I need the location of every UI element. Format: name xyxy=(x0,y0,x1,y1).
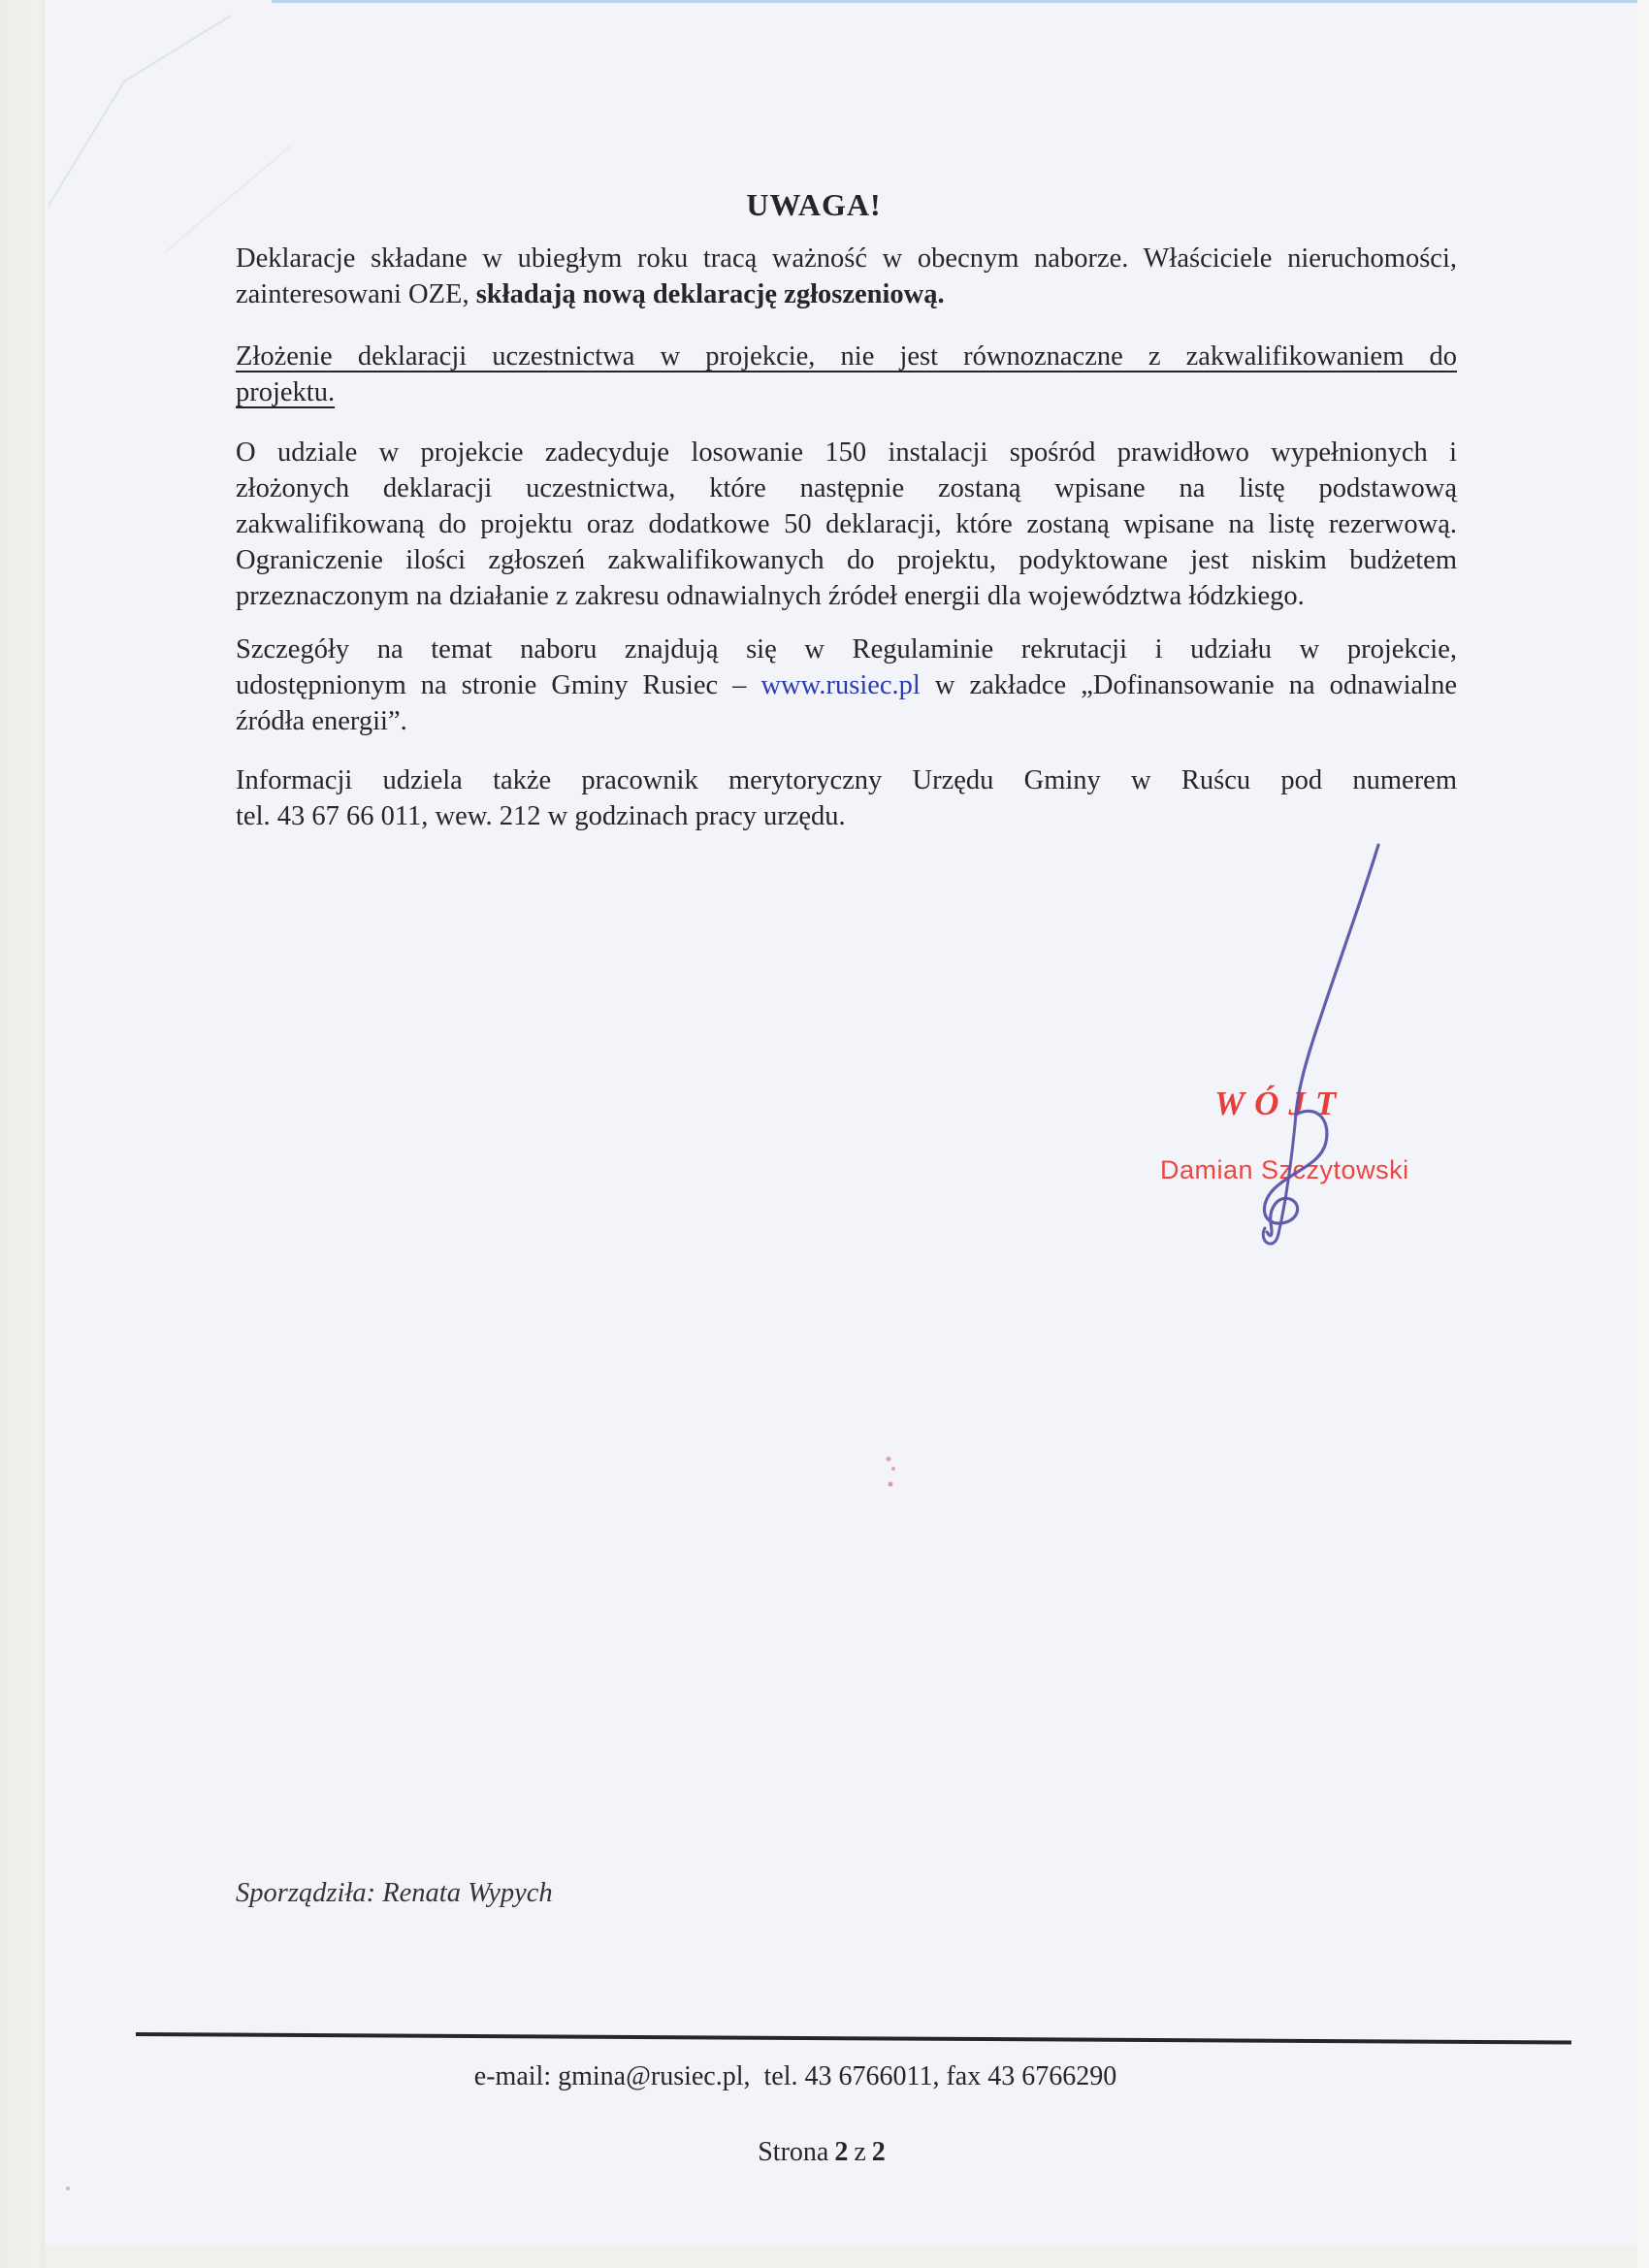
text-line xyxy=(236,470,1457,506)
paragraph-declarations xyxy=(236,241,1457,312)
text-line xyxy=(236,339,1457,374)
text-segment: Ograniczenie ilości zgłoszeń zakwalifikowanych do projektu, podyktowane jest niskim budżetem xyxy=(236,545,1457,575)
scan-top-edge xyxy=(272,0,1649,3)
text-line xyxy=(236,374,1457,410)
text-line xyxy=(236,506,1457,542)
prepared-by-note: Sporządziła: Renata Wypych xyxy=(236,1878,553,1908)
text-segment: Złożenie deklaracji uczestnictwa w projekcie, nie jest równoznaczne z zakwalifikowaniem do xyxy=(236,341,1457,372)
text-segment: Szczegóły na temat naboru znajdują się w Regulaminie rekrutacji i udziału w projekcie, xyxy=(236,634,1457,664)
text-line xyxy=(236,703,1457,739)
scanner-edge-strip xyxy=(0,0,45,2268)
text-line xyxy=(236,435,1457,470)
text-segment: O udziale w projekcie zadecyduje losowanie 150 instalacji spośród prawidłowo wypełnionych i xyxy=(236,437,1457,468)
paragraph-details xyxy=(236,632,1457,739)
text-line xyxy=(236,762,1457,798)
page-separator: z xyxy=(854,2137,866,2167)
stamp-title-wojt: WÓJT xyxy=(1214,1085,1346,1122)
text-line xyxy=(236,578,1457,614)
text-segment: zakwalifikowaną do projektu oraz dodatkowe 50 deklaracji, które zostaną wpisane na listę rezerwową. xyxy=(236,509,1457,539)
text-segment: składają nową deklarację zgłoszeniową. xyxy=(475,279,945,309)
document-title: UWAGA! xyxy=(746,187,882,222)
text-line xyxy=(236,276,1457,312)
text-segment: w zakładce „Dofinansowanie na odnawialne xyxy=(920,670,1458,700)
website-link-text: www.rusiec.pl xyxy=(760,670,921,700)
page-label: Strona xyxy=(758,2137,829,2167)
paragraph-lottery xyxy=(236,435,1457,614)
text-segment: zainteresowani OZE, xyxy=(236,279,476,309)
text-segment: tel. 43 67 66 011, wew. 212 w godzinach pracy urzędu. xyxy=(236,801,846,831)
footer-contact-line: e-mail: gmina@rusiec.pl, tel. 43 6766011, fax 43 6766290 xyxy=(473,2061,1117,2091)
paragraph-submission-underlined xyxy=(236,339,1457,410)
page-current: 2 xyxy=(834,2137,849,2167)
page-total: 2 xyxy=(871,2137,886,2167)
text-segment: przeznaczonym na działanie z zakresu odnawialnych źródeł energii dla województwa łódzkiego. xyxy=(236,581,1305,611)
text-segment: źródła energii”. xyxy=(236,706,407,736)
text-line xyxy=(236,798,1457,834)
stamp-signer-name: Damian Szczytowski xyxy=(1160,1155,1409,1184)
text-segment: złożonych deklaracji uczestnictwa, które następnie zostaną wpisane na listę podstawową xyxy=(236,473,1457,503)
page-number xyxy=(0,2137,1649,2168)
scan-bottom-edge xyxy=(45,2245,1649,2268)
text-line xyxy=(236,632,1457,667)
paragraph-contact-info xyxy=(236,762,1457,834)
text-line xyxy=(236,241,1457,276)
text-segment: Informacji udziela także pracownik merytoryczny Urzędu Gminy w Ruścu pod numerem xyxy=(236,765,1457,795)
text-line xyxy=(236,667,1457,703)
text-segment: projektu. xyxy=(236,377,336,407)
text-segment: udostępnionym na stronie Gminy Rusiec – xyxy=(236,670,761,700)
text-line xyxy=(236,542,1457,578)
scan-right-edge xyxy=(1637,0,1649,2268)
text-segment: Deklaracje składane w ubiegłym roku tracą ważność w obecnym naborze. Właściciele nieruchomości, xyxy=(236,243,1457,274)
footer-divider-line xyxy=(136,2032,1571,2045)
